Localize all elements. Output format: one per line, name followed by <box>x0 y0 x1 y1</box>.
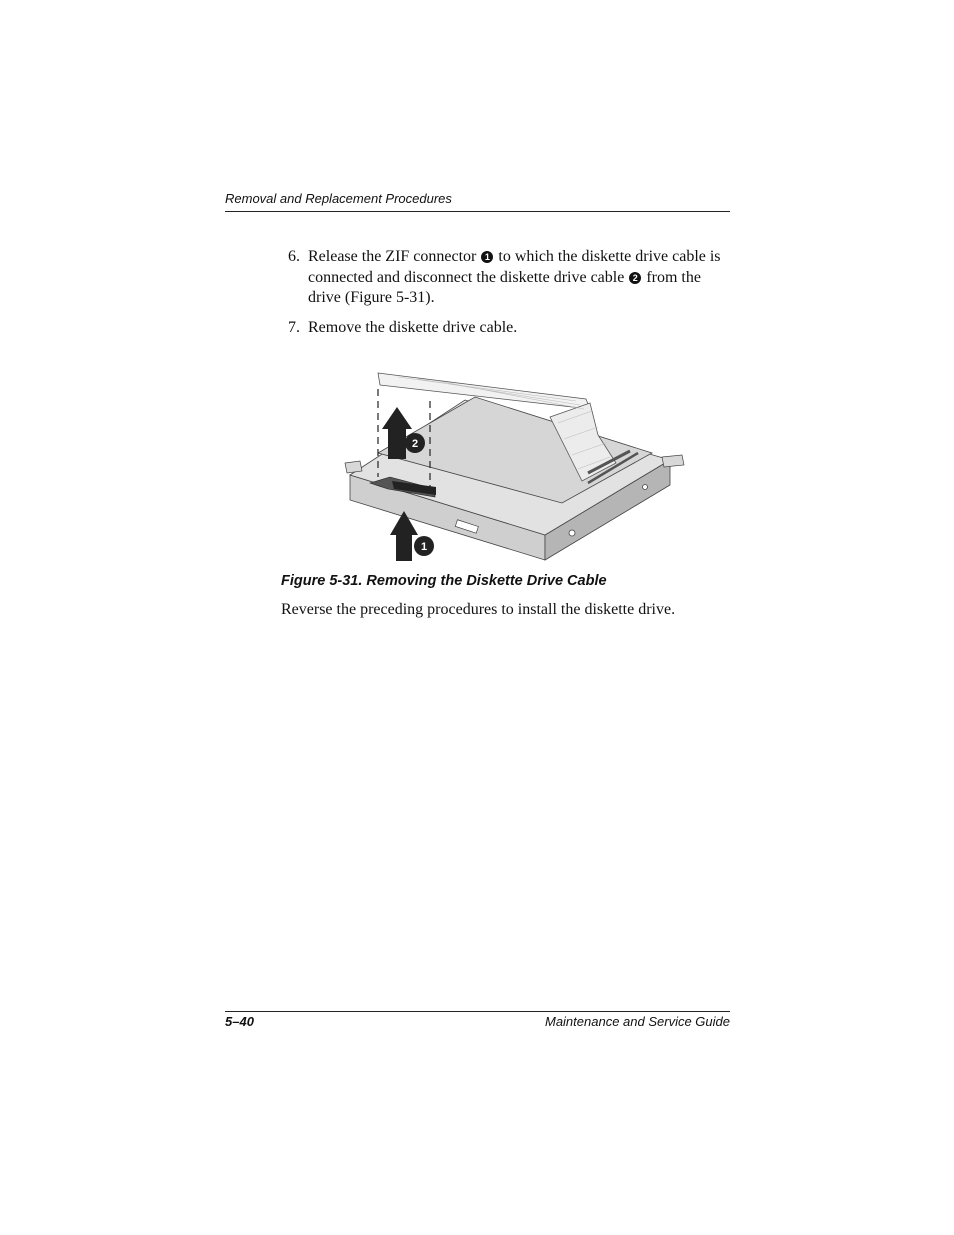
callout-2-marker <box>405 433 425 453</box>
svg-text:1: 1 <box>420 541 428 553</box>
header-rule <box>225 211 730 212</box>
step-text-part: Release the ZIF connector <box>308 248 477 265</box>
page-number: 5–40 <box>225 1014 254 1029</box>
callout-1-marker <box>414 536 434 556</box>
diskette-drive-illustration <box>340 365 690 565</box>
callout-1-icon: 1 <box>481 251 493 263</box>
step-text: Remove the diskette drive cable. <box>308 319 518 336</box>
callout-2-icon: 2 <box>629 272 641 284</box>
step-text-part: from the drive (Figure 5-31). <box>308 268 701 306</box>
step-text <box>308 247 728 309</box>
guide-title: Maintenance and Service Guide <box>544 1014 730 1029</box>
step-number: 7. <box>288 319 300 336</box>
figure-caption: Figure 5-31. Removing the Diskette Drive Cable <box>281 573 607 589</box>
running-header: Removal and Replacement Procedures <box>225 191 452 206</box>
step-7 <box>288 318 728 339</box>
footer-rule <box>225 1011 730 1012</box>
step-number: 6. <box>288 248 300 265</box>
svg-text:2: 2 <box>411 438 419 450</box>
body-paragraph: Reverse the preceding procedures to install the diskette drive. <box>281 601 676 618</box>
step-text-part: to which the diskette drive cable is connected and disconnect the diskette drive cable <box>308 248 721 286</box>
step-6 <box>288 247 728 309</box>
